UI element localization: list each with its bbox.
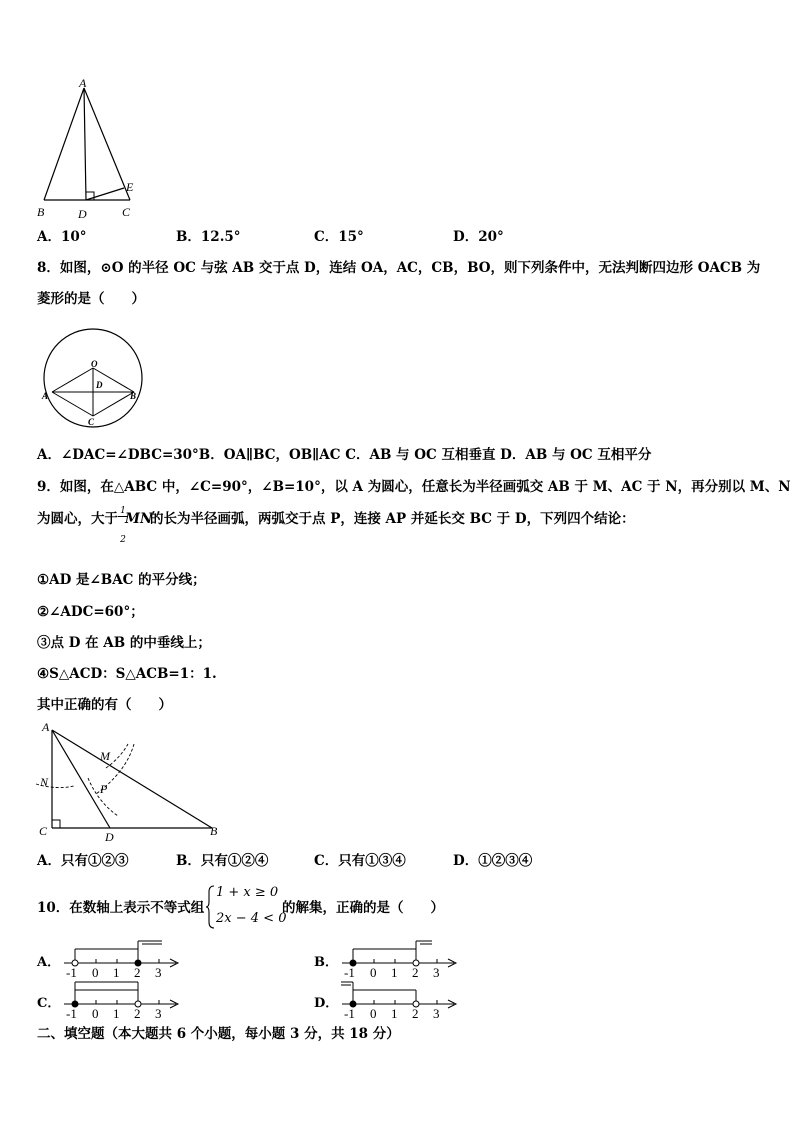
q10-b-tick-3: 3 [433, 965, 440, 979]
q10-d-tick-1: 1 [391, 1006, 398, 1020]
q9-option-a: A．只有①②③ [37, 853, 129, 869]
q10-b-tick-0: 0 [370, 965, 377, 979]
q9-frac-den: 2 [120, 535, 126, 545]
q10-option-a-letter: A． [37, 955, 61, 970]
q10-c-tick-0: 0 [92, 1006, 99, 1020]
q8-stem-line1: 8．如图，⊙O 的半径 OC 与弦 AB 交于点 D，连结 OA，AC，CB，BO，则下列条件中，无法判断四边形 OACB 为 [37, 260, 761, 276]
q8-options: A．∠DAC=∠DBC=30°B．OA∥BC，OB∥AC C．AB 与 OC 互相垂直 D．AB 与 OC 互相平分 [37, 447, 652, 463]
q10-b-tick-2: 2 [412, 965, 419, 979]
q9-option-d: D．①②③④ [453, 853, 533, 869]
q9-label-c: C [39, 824, 48, 838]
q10-c-tick-2: 2 [134, 1006, 141, 1020]
q9-stem-mn: MN [125, 511, 153, 527]
q9-conclusion-1: ①AD 是∠BAC 的平分线； [37, 572, 206, 588]
q9-stem-line1: 9．如图，在△ABC 中，∠C=90°，∠B=10°，以 A 为圆心，任意长为半径画弧交 AB 于 M、AC 于 N，再分别以 M、N [37, 479, 791, 495]
q9-label-a: A [42, 720, 50, 734]
q10-number-line-d [338, 976, 460, 1020]
q10-option-d-letter: D． [314, 996, 339, 1011]
q10-a-tick-1: 1 [113, 965, 120, 979]
q9-option-c: C．只有①③④ [314, 853, 406, 869]
q10-d-tick-2: 2 [412, 1006, 419, 1020]
q9-stem-line2a: 为圆心，大于 [37, 511, 118, 527]
q10-a-tick-2: 2 [134, 965, 141, 979]
q8-figure [38, 318, 148, 430]
q10-c-tick-m1: -1 [66, 1006, 77, 1020]
q7-label-d: D [78, 207, 87, 221]
q10-number-line-b [338, 935, 460, 979]
section2-heading: 二、填空题（本大题共 6 个小题，每小题 3 分，共 18 分） [37, 1026, 400, 1042]
q7-label-e: E [126, 180, 134, 194]
q9-figure [34, 720, 224, 844]
q10-stem-b: 的解集，正确的是（ ） [282, 900, 444, 916]
q7-label-b: B [37, 205, 45, 219]
q10-option-c-letter: C． [37, 996, 61, 1011]
q9-label-p: P [100, 782, 108, 796]
q9-frac-num: 1 [118, 506, 128, 517]
q10-d-tick-3: 3 [433, 1006, 440, 1020]
q10-b-tick-m1: -1 [344, 965, 355, 979]
q10-a-tick-0: 0 [92, 965, 99, 979]
q10-stem-a: 10．在数轴上表示不等式组 [37, 900, 205, 916]
q7-option-d: D．20° [453, 229, 504, 245]
q9-label-n: N [40, 775, 49, 789]
q7-figure [32, 76, 140, 224]
q10-ineq-2: 2x − 4 < 0 [216, 911, 287, 926]
q9-conclusion-4: ④S△ACD：S△ACB=1：1. [37, 666, 217, 682]
q8-label-c: C [88, 417, 95, 427]
q7-option-b: B．12.5° [176, 229, 241, 245]
q8-stem-line2: 菱形的是（ ） [37, 291, 145, 307]
q8-label-b: B [130, 391, 137, 401]
q7-option-a: A．10° [37, 229, 87, 245]
q9-label-d: D [105, 830, 114, 844]
q7-label-c: C [122, 205, 131, 219]
q10-a-tick-3: 3 [155, 965, 162, 979]
q10-number-line-c [60, 976, 182, 1020]
q10-ineq-1: 1 + x ≥ 0 [216, 885, 279, 900]
q10-d-tick-0: 0 [370, 1006, 377, 1020]
q9-stem-line2b: 的长为半径画弧，两弧交于点 P，连接 AP 并延长交 BC 于 D，下列四个结论： [150, 511, 635, 527]
q9-question: 其中正确的有（ ） [37, 697, 172, 713]
q7-option-c: C．15° [314, 229, 364, 245]
q10-brace [205, 884, 215, 930]
q9-label-m: M [100, 749, 110, 763]
q8-label-o: O [91, 359, 98, 369]
q10-d-tick-m1: -1 [344, 1006, 355, 1020]
q10-c-tick-3: 3 [155, 1006, 162, 1020]
q9-label-b: B [210, 824, 218, 838]
q9-option-b: B．只有①②④ [176, 853, 269, 869]
q8-label-a: A [42, 391, 49, 401]
q10-b-tick-1: 1 [391, 965, 398, 979]
q10-c-tick-1: 1 [113, 1006, 120, 1020]
q9-conclusion-3: ③点 D 在 AB 的中垂线上； [37, 635, 211, 651]
q10-a-tick-m1: -1 [66, 965, 77, 979]
q10-option-b-letter: B． [314, 955, 338, 970]
q9-conclusion-2: ②∠ADC=60°； [37, 604, 144, 620]
q8-label-d: D [96, 380, 103, 390]
q10-number-line-a [60, 935, 182, 979]
q7-label-a: A [79, 76, 87, 90]
